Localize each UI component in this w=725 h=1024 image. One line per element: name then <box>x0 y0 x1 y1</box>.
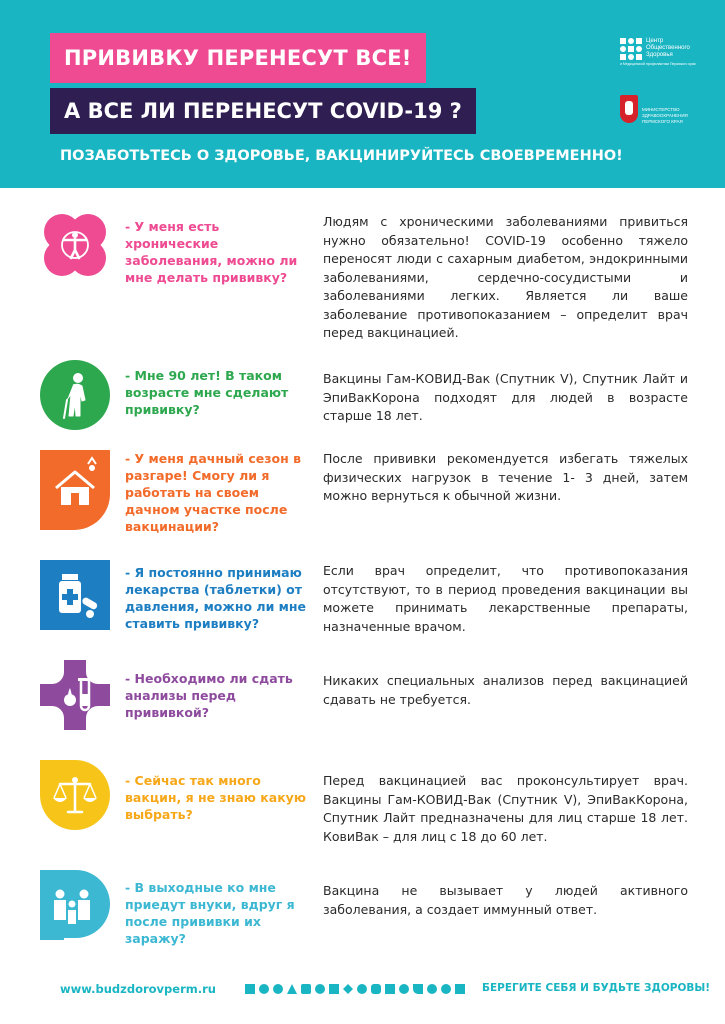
answer-garden: После прививки рекомендуется избегать тяжелых физических нагрузок в течение 1- 3 дней, затем можно вернуться к обычной жизни. <box>323 451 688 503</box>
test-tube-icon <box>40 660 110 730</box>
ministry-line1: МИНИСТЕРСТВО <box>642 107 680 112</box>
coat-of-arms-icon <box>620 95 638 123</box>
answer-grandchildren: Вакцина не вызывает у людей активного заболевания, а создает иммунный ответ. <box>323 883 688 917</box>
subtitle: ПОЗАБОТЬТЕСЬ О ЗДОРОВЬЕ, ВАКЦИНИРУЙТЕСЬ СВОЕВРЕМЕННО! <box>60 148 623 164</box>
answer-choice: Перед вакцинацией вас проконсультирует врач. Вакцины Гам-КОВИД-Вак (Спутник V), ЭпиВакКорона, Спутник Лайт предназначены для лиц старше 18 лет. КовиВак – для лиц с 18 до 60 лет. <box>323 773 688 844</box>
question-garden: - У меня дачный сезон в разгаре! Смогу ли я работать на своем дачном участке после вакцинации? <box>125 451 302 534</box>
footer-decorative-shapes <box>245 982 467 996</box>
person-stretching-icon <box>40 210 110 280</box>
website-link[interactable]: www.budzdorovperm.ru <box>60 982 216 996</box>
medicine-bottle-icon <box>40 560 110 630</box>
ministry-line2: ЗДРАВООХРАНЕНИЯ <box>642 113 688 118</box>
answer-medicine: Если врач определит, что противопоказания отсутствуют, то в период проведения вакцинации вы можете принимать лекарственные препараты, назначенные врачом. <box>323 563 688 634</box>
question-grandchildren: - В выходные ко мне приедут внуки, вдруг я после прививки их заражу? <box>125 880 295 946</box>
ministry-logo <box>620 95 720 135</box>
question-medicine: - Я постоянно принимаю лекарства (таблетки) от давления, можно ли мне ставить прививку? <box>125 565 307 631</box>
public-health-center-logo <box>620 38 715 68</box>
footer-motto: БЕРЕГИТЕ СЕБЯ И БУДЬТЕ ЗДОРОВЫ! <box>482 982 711 994</box>
question-choice: - Сейчас так много вакцин, я не знаю какую выбрать? <box>125 773 306 822</box>
scales-icon <box>40 760 110 830</box>
center-logo-line2: Общественного <box>646 45 690 51</box>
answer-chronic: Людям с хроническими заболеваниями привиться нужно обязательно! COVID-19 особенно тяжело переносят люди с сахарным диабетом, эндокринными заболеваниями, сердечно-сосудистыми и заболеваниями легких. Является ли ваше заболевание противопоказанием – определит врач перед вакцинацией. <box>323 214 688 340</box>
family-icon <box>40 870 110 940</box>
question-age: - Мне 90 лет! В таком возрасте мне сделают прививку? <box>125 368 289 417</box>
title-line-2: А ВСЕ ЛИ ПЕРЕНЕСУТ COVID-19 ? <box>50 88 476 134</box>
country-house-icon <box>40 450 110 530</box>
center-logo-line3: Здоровья <box>646 52 673 58</box>
elderly-person-icon <box>40 360 110 430</box>
ministry-line3: ПЕРМСКОГО КРАЯ <box>642 119 683 124</box>
title-line-1: ПРИВИВКУ ПЕРЕНЕСУТ ВСЕ! <box>50 33 426 83</box>
question-chronic: - У меня есть хронические заболевания, можно ли мне делать прививку? <box>125 219 298 285</box>
question-tests: - Необходимо ли сдать анализы перед прививкой? <box>125 671 293 720</box>
center-logo-mark-icon <box>620 38 642 60</box>
center-logo-line1: Центр <box>646 38 664 44</box>
answer-tests: Никаких специальных анализов перед вакцинацией сдавать не требуется. <box>323 673 688 707</box>
header-banner <box>0 0 725 188</box>
center-logo-small: и Медицинской профилактики Пермского края <box>620 62 696 66</box>
answer-age: Вакцины Гам-КОВИД-Вак (Спутник V), Спутник Лайт и ЭпиВакКорона подходят для людей в возрасте старше 18 лет. <box>323 371 688 423</box>
